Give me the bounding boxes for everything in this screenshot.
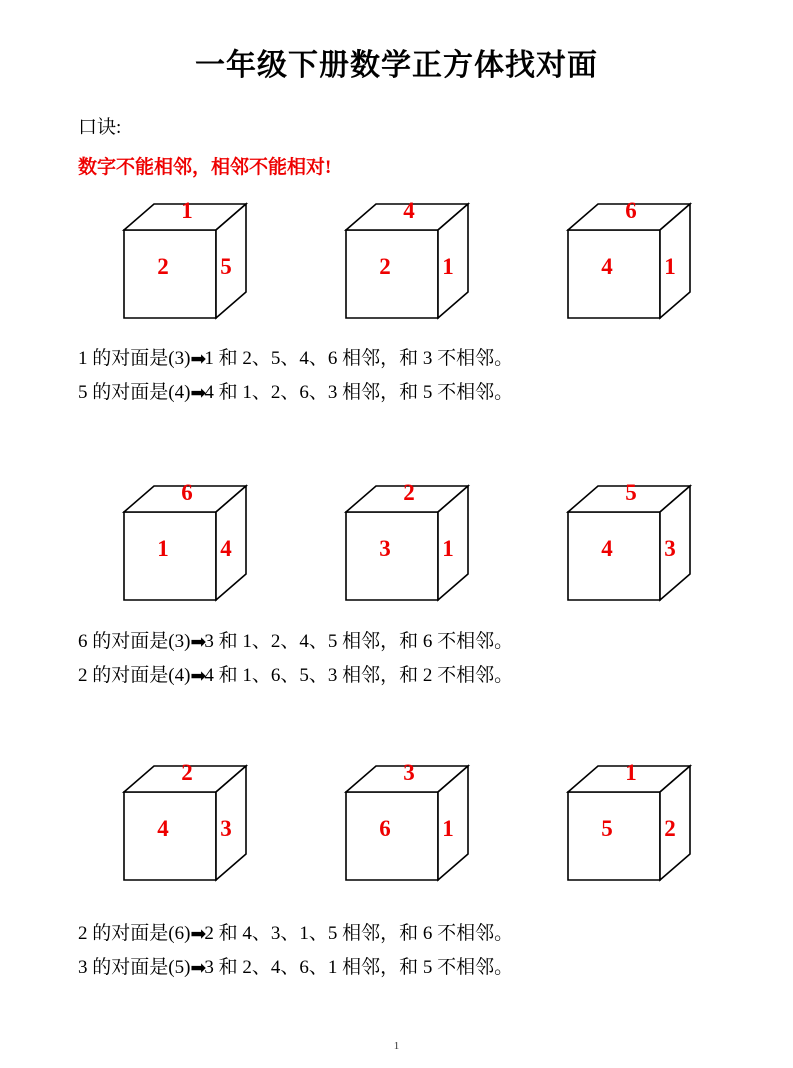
cube-face-front: 6 [379, 816, 391, 841]
arrow-right-icon: ➡ [190, 632, 205, 653]
explanation-question: 5 的对面是(4) [78, 382, 191, 403]
arrow-right-icon: ➡ [190, 383, 205, 404]
explanation-answer: 1 和 2、5、4、6 相邻，和 3 不相邻。 [204, 348, 514, 369]
cube-outline-icon [340, 478, 510, 608]
cube-face-front: 5 [601, 816, 613, 841]
explanation-answer: 4 和 1、2、6、3 相邻，和 5 不相邻。 [204, 382, 514, 403]
cube-face-side: 4 [220, 536, 232, 561]
explanation-block-3 [78, 917, 513, 985]
cube-row-1 [0, 196, 793, 326]
explanation-block-1 [78, 342, 513, 410]
explanation-line [78, 376, 513, 410]
cube-outline-icon [340, 758, 510, 888]
cube-face-front: 1 [157, 536, 169, 561]
cube-outline-icon [118, 478, 288, 608]
arrow-right-icon: ➡ [190, 349, 205, 370]
cube-face-side: 1 [664, 254, 676, 279]
cube-face-side: 3 [220, 816, 232, 841]
cube-face-top: 2 [403, 480, 415, 505]
cube-face-top: 1 [181, 198, 193, 223]
explanation-line [78, 659, 513, 693]
cube-face-top: 6 [625, 198, 637, 223]
page-title: 一年级下册数学正方体找对面 [195, 49, 598, 82]
explanation-question: 3 的对面是(5) [78, 957, 191, 978]
page-number: 1 [393, 1040, 400, 1052]
cube-face-side: 1 [442, 254, 454, 279]
explanation-line [78, 625, 513, 659]
cube-face-front: 4 [157, 816, 169, 841]
slogan-text: 数字不能相邻，相邻不能相对! [78, 157, 332, 178]
cube-outline-icon [562, 196, 732, 326]
cube-row-2 [0, 478, 793, 608]
explanation-question: 6 的对面是(3) [78, 631, 191, 652]
cube-face-side: 2 [664, 816, 676, 841]
cube-outline-icon [118, 758, 288, 888]
cube-face-top: 1 [625, 760, 637, 785]
arrow-right-icon: ➡ [190, 666, 205, 687]
cube-face-front: 4 [601, 254, 613, 279]
cube-outline-icon [340, 196, 510, 326]
explanation-question: 1 的对面是(3) [78, 348, 191, 369]
cube-face-side: 3 [664, 536, 676, 561]
cube-face-front: 2 [379, 254, 391, 279]
cube-outline-icon [562, 478, 732, 608]
cube-face-top: 2 [181, 760, 193, 785]
explanation-block-2 [78, 625, 513, 693]
explanation-question: 2 的对面是(4) [78, 665, 191, 686]
cube-figure [118, 478, 288, 608]
explanation-question: 2 的对面是(6) [78, 923, 191, 944]
cube-figure [118, 758, 288, 888]
cube-figure [340, 196, 510, 326]
cube-face-top: 5 [625, 480, 637, 505]
explanation-line [78, 342, 513, 376]
cube-figure [562, 478, 732, 608]
cube-face-top: 3 [403, 760, 415, 785]
cube-face-front: 4 [601, 536, 613, 561]
cube-figure [340, 758, 510, 888]
cube-face-front: 2 [157, 254, 169, 279]
explanation-line [78, 917, 513, 951]
cube-figure [562, 196, 732, 326]
cube-face-side: 1 [442, 536, 454, 561]
explanation-answer: 3 和 1、2、4、5 相邻，和 6 不相邻。 [204, 631, 514, 652]
cube-face-top: 4 [403, 198, 415, 223]
cube-face-side: 5 [220, 254, 232, 279]
cube-row-3 [0, 758, 793, 888]
arrow-right-icon: ➡ [190, 958, 205, 979]
cube-figure [562, 758, 732, 888]
explanation-answer: 2 和 4、3、1、5 相邻，和 6 不相邻。 [204, 923, 514, 944]
explanation-answer: 3 和 2、4、6、1 相邻，和 5 不相邻。 [204, 957, 514, 978]
cube-face-top: 6 [181, 480, 193, 505]
cube-face-side: 1 [442, 816, 454, 841]
arrow-right-icon: ➡ [190, 924, 205, 945]
explanation-answer: 4 和 1、6、5、3 相邻，和 2 不相邻。 [204, 665, 514, 686]
cube-outline-icon [118, 196, 288, 326]
cube-outline-icon [562, 758, 732, 888]
cube-figure [340, 478, 510, 608]
explanation-line [78, 951, 513, 985]
formula-label: 口诀: [78, 117, 122, 138]
cube-face-front: 3 [379, 536, 391, 561]
cube-figure [118, 196, 288, 326]
